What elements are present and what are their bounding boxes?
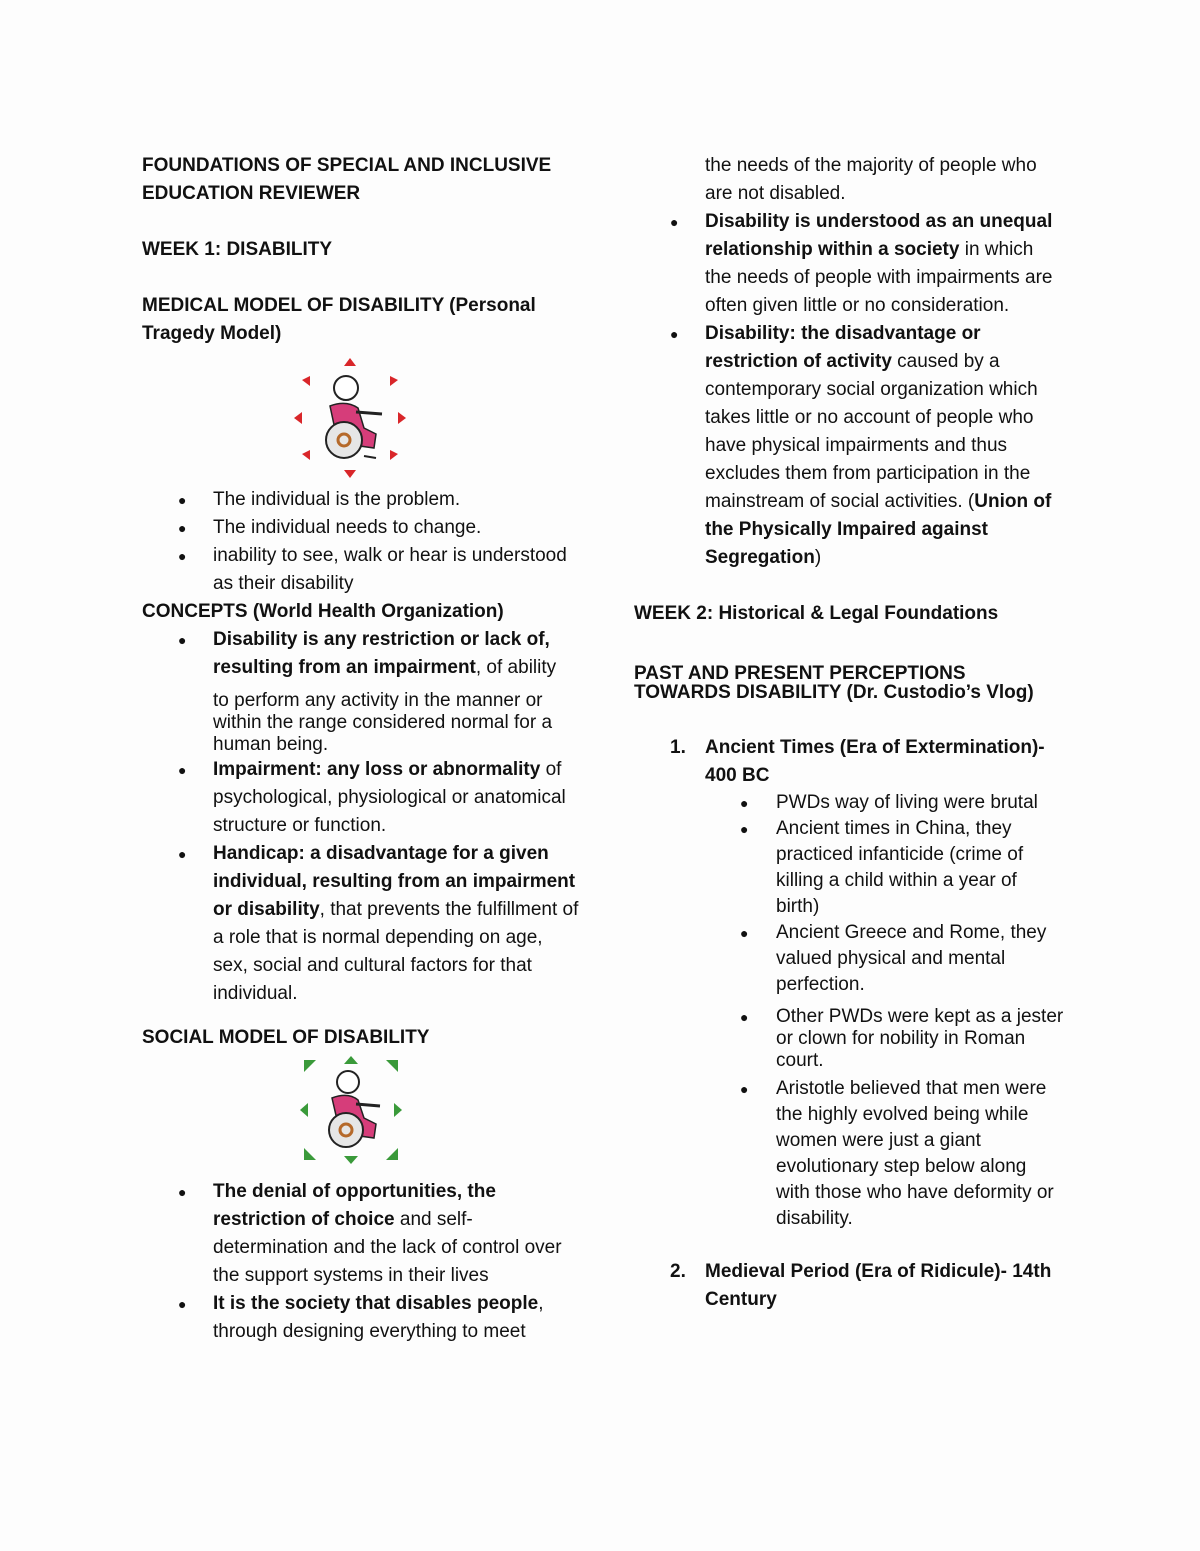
concepts-bullets-2 (142, 756, 582, 1008)
concepts-bullets (142, 626, 582, 682)
list-item: ● Ancient Greece and Rome, they valued physical and mental perfection. (634, 920, 1064, 998)
ancient-times-bullets (634, 790, 1064, 1232)
list-item: ● Disability is any restriction or lack of, resulting from an impairment, of ability (142, 626, 582, 682)
list-item: ● The individual is the problem. (142, 486, 582, 514)
social-model-bullets (142, 1178, 582, 1346)
list-item: 1. Ancient Times (Era of Extermination)- 400 BC ● PWDs way of living were brutal ● Ancient times in China, they practiced infanticide (crime of killing a child within a year of birth) ● Ancient Greece and Rome, they valued physical and mental perfection. ● Other PWDs were kept as a jester or clown for nobility in Roman court. ● Aristotle believed that men were the highly evolved being while women were just a giant evolutionary step below along with those who have deformity or disability. (634, 734, 1064, 1232)
medical-model-heading: MEDICAL MODEL OF DISABILITY (Personal Tragedy Model) (142, 295, 536, 344)
social-model-bullets-2 (634, 208, 1064, 572)
list-item: 2. Medieval Period (Era of Ridicule)- 14th Century (670, 1261, 1052, 1310)
wheelchair-user-icon (296, 1052, 406, 1168)
social-model-icon (142, 1052, 582, 1168)
list-item: ● Handicap: a disadvantage for a given individual, resulting from an impairment or disability, that prevents the fulfillment of a role that is normal depending on age, sex, social and cultural factors for that individual. (142, 840, 582, 1008)
list-item: ● Impairment: any loss or abnormality of psychological, physiological or anatomical structure or function. (142, 756, 582, 840)
list-item: ● It is the society that disables people, through designing everything to meet (142, 1290, 582, 1346)
right-column (634, 152, 1064, 1314)
week1-heading: WEEK 1: DISABILITY (142, 239, 333, 260)
list-item: ● Aristotle believed that men were the highly evolved being while women were just a giant evolutionary step below along with those who have deformity or disability. (634, 1076, 1064, 1232)
document-title: FOUNDATIONS OF SPECIAL AND INCLUSIVE EDUCATION REVIEWER (142, 155, 552, 204)
list-item: ● Disability: the disadvantage or restriction of activity caused by a contemporary social organization which takes little or no account of people who have physical impairments and thus excludes them from participation in the mainstream of social activities. (Union of the Physically Impaired against Segregation) (634, 320, 1064, 572)
medical-model-bullets (142, 486, 582, 598)
list-item: ● Other PWDs were kept as a jester or clown for nobility in Roman court. (634, 1006, 1064, 1072)
left-column (142, 152, 582, 1346)
list-item: ● Disability is understood as an unequal relationship within a society in which the needs of people with impairments are often given little or no consideration. (634, 208, 1064, 320)
list-item: ● Ancient times in China, they practiced infanticide (crime of killing a child within a year of birth) (634, 816, 1064, 920)
concepts-continuation: to perform any activity in the manner or within the range considered normal for a human being. (213, 690, 553, 755)
perceptions-list (634, 734, 1064, 1314)
wheelchair-user-icon (290, 356, 410, 480)
concepts-heading: CONCEPTS (World Health Organization) (142, 601, 504, 622)
medical-model-icon (142, 356, 582, 480)
social-model-heading: SOCIAL MODEL OF DISABILITY (142, 1027, 430, 1048)
list-item: ● The individual needs to change. (142, 514, 582, 542)
week2-heading: WEEK 2: Historical & Legal Foundations (634, 603, 999, 624)
list-item: ● PWDs way of living were brutal (634, 790, 1064, 816)
list-item: ● inability to see, walk or hear is understood as their disability (142, 542, 582, 598)
social-continuation: the needs of the majority of people who are not disabled. (705, 155, 1037, 204)
list-item: ● The denial of opportunities, the restriction of choice and self-determination and the lack of control over the support systems in their lives (142, 1178, 582, 1290)
perceptions-heading: PAST AND PRESENT PERCEPTIONS TOWARDS DISABILITY (Dr. Custodio’s Vlog) (634, 663, 1034, 703)
